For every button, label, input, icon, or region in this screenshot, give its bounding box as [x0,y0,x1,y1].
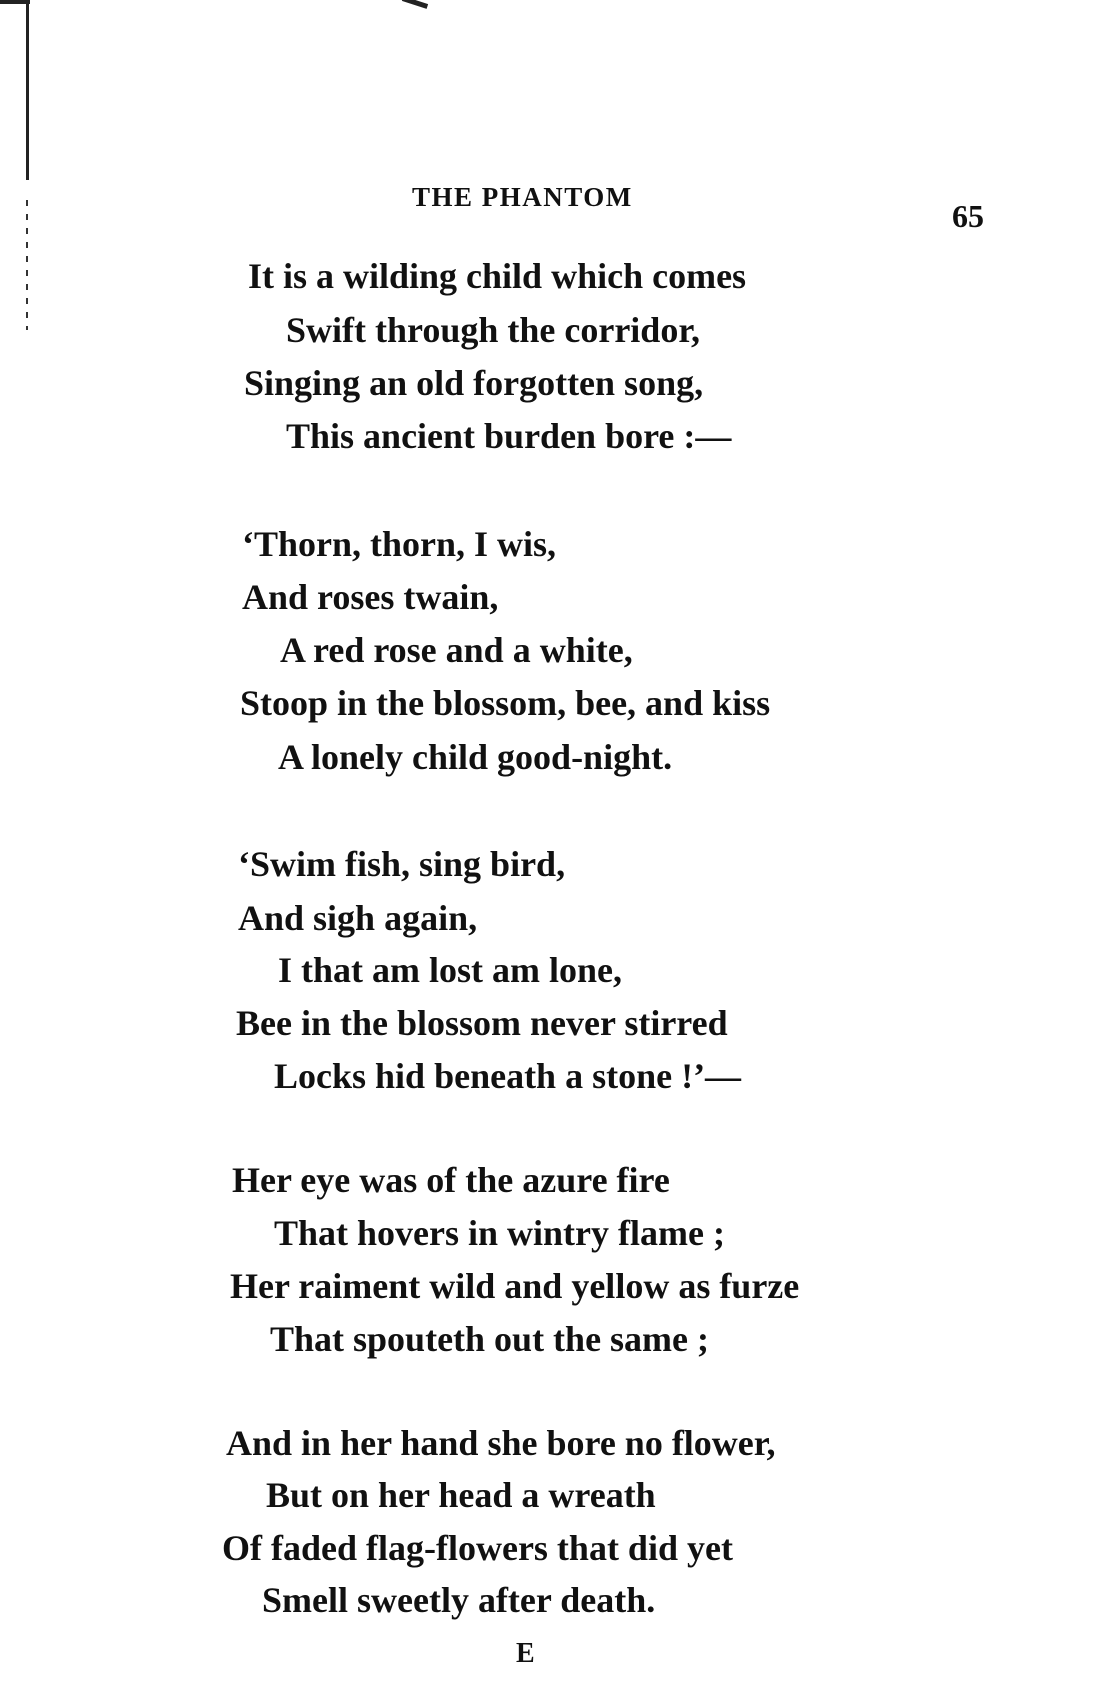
poem-line: And sigh again, [238,898,478,938]
poem-line: Bee in the blossom never stirred [236,1003,728,1043]
poem-line: Her raiment wild and yellow as furze [230,1266,800,1306]
poem-line: A lonely child good-night. [278,737,673,777]
signature-mark: E [516,1638,535,1669]
poem-line: Stoop in the blossom, bee, and kiss [240,683,771,723]
poem-line: Her eye was of the azure fire [232,1160,670,1200]
scan-edge-tick [0,0,30,4]
poem-line: ‘Thorn, thorn, I wis, [242,524,557,564]
poem-line: This ancient burden bore :— [286,416,732,456]
poem-line: And roses twain, [242,577,499,617]
poem-line: A red rose and a white, [280,630,633,670]
poem-line: ‘Swim fish, sing bird, [238,844,566,884]
poem-line: Of faded flag-flowers that did yet [222,1528,733,1568]
poem-line: And in her hand she bore no flower, [226,1423,776,1463]
poem-line: That hovers in wintry flame ; [274,1213,725,1253]
scan-top-mark [402,0,428,9]
poem-line: I that am lost am lone, [278,950,622,990]
poem-line: That spouteth out the same ; [270,1319,710,1359]
poem-line: It is a wilding child which comes [248,256,747,296]
poem-line: Smell sweetly after death. [262,1580,656,1620]
poem-line: But on her head a wreath [266,1475,656,1515]
poem-line: Locks hid beneath a stone !’— [274,1056,742,1096]
poem-line: Singing an old forgotten song, [244,363,704,403]
poem-line: Swift through the corridor, [286,310,700,350]
scan-edge-dots [26,200,28,330]
running-head: THE PHANTOM [412,182,633,212]
page-number: 65 [952,198,984,234]
scan-edge-line [26,0,29,180]
